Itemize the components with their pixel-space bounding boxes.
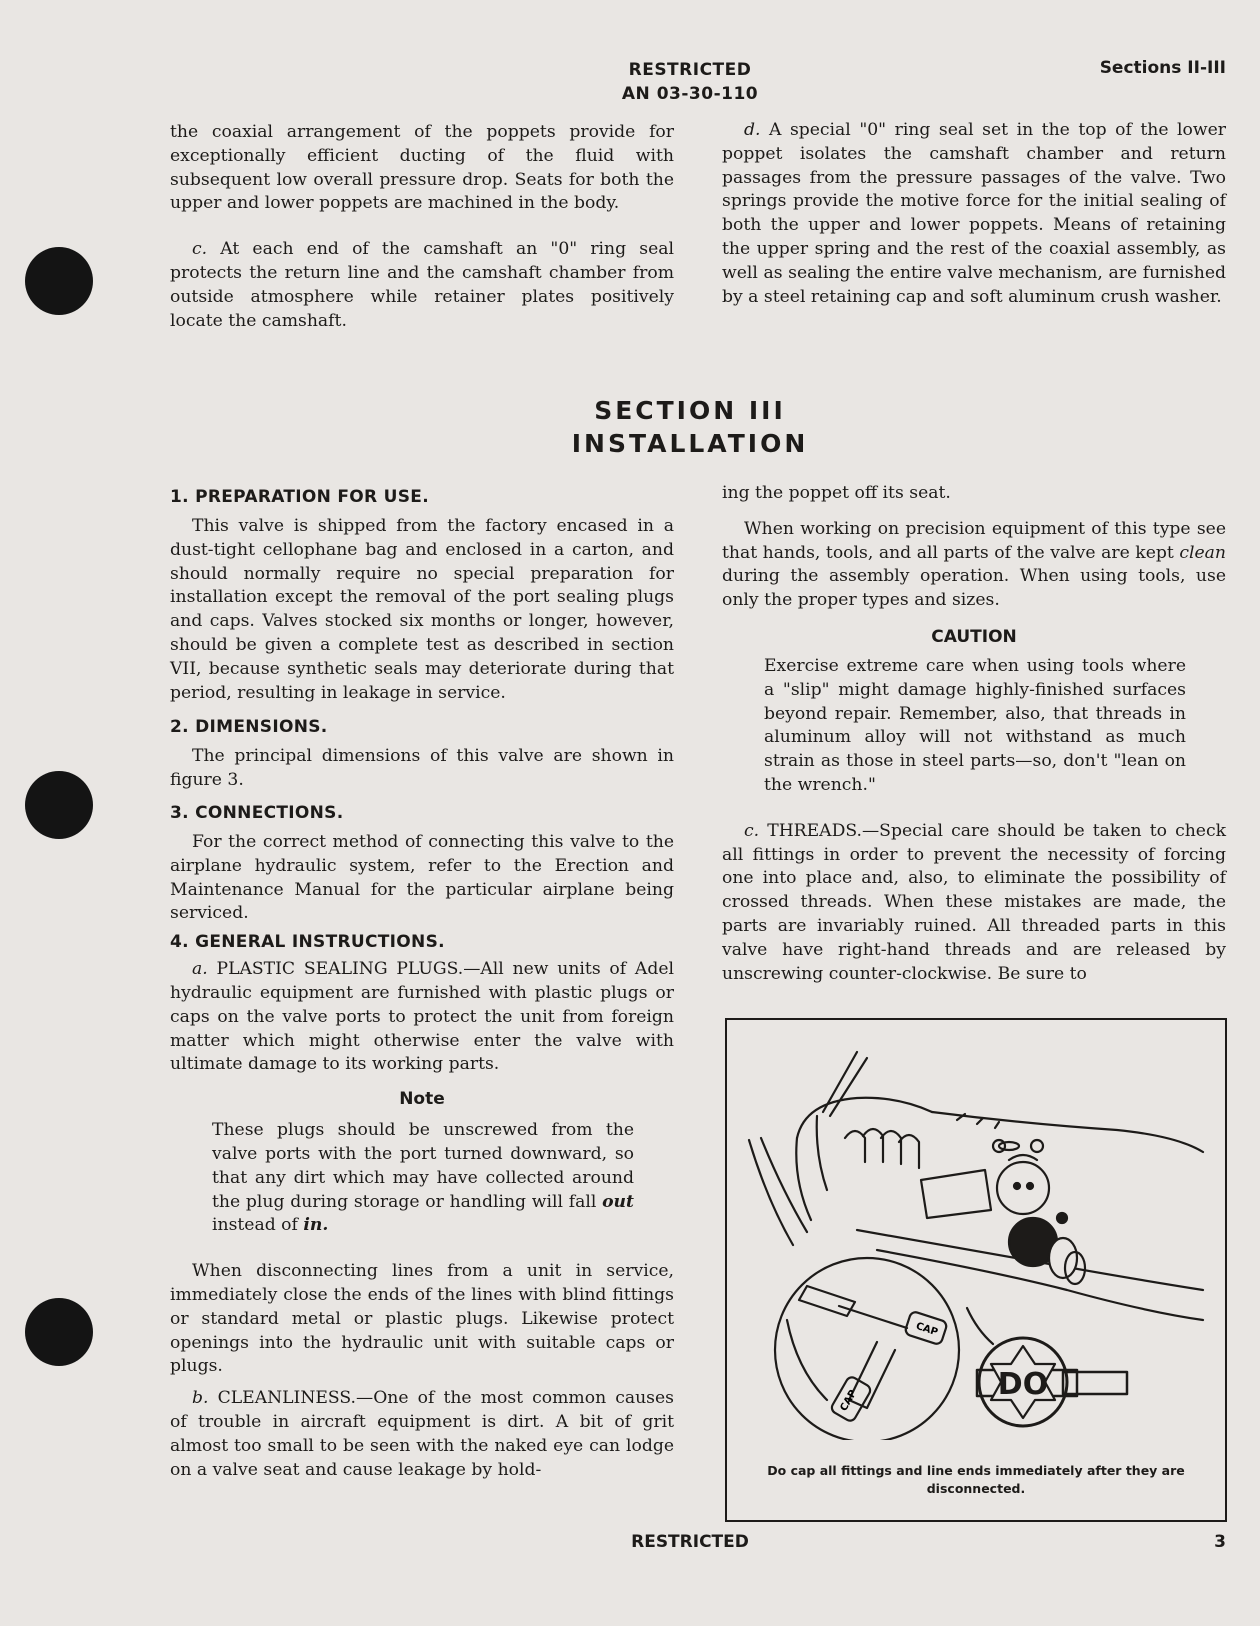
figure-caption: Do cap all fittings and line ends immediately after they are disconnected. bbox=[767, 1463, 1185, 1496]
item-letter: b. bbox=[192, 1388, 209, 1409]
paragraph: For the correct method of connecting this valve to the airplane hydraulic system, refer to the Erection and Maintenance Manual for the particular airplane being serviced. bbox=[170, 831, 674, 924]
paragraph: The principal dimensions of this valve are shown in figure 3. bbox=[170, 746, 674, 791]
note-text bbox=[170, 1119, 674, 1238]
paragraph: the coaxial arrangement of the poppets provide for exceptionally efficient ducting of the fluid with subsequent low overall pressure drop. Seats for both the upper and lower poppets are machined in the body. bbox=[170, 122, 674, 214]
paragraph-d bbox=[722, 119, 1226, 309]
item-letter: a. bbox=[192, 959, 208, 980]
item-letter: d. bbox=[744, 120, 761, 140]
paragraph: ing the poppet off its seat. bbox=[722, 483, 951, 503]
footer-classification: RESTRICTED bbox=[631, 1532, 749, 1552]
paragraph: When disconnecting lines from a unit in service, immediately close the ends of the lines with blind fittings or standard metal or plastic plugs. Likewise protect openings into the hydraulic unit with suitable caps or plugs. bbox=[170, 1261, 674, 1377]
section-number: SECTION III bbox=[594, 396, 786, 425]
paragraph-text: THREADS.—Special care should be taken to check all fittings in order to prevent the necessity of forcing one into place and, also, to eliminate the possibility of crossed threads. When these mistakes are made, the parts are invariably ruined. All threaded parts in this valve have right-hand threads and are released by unscrewing counter-clockwise. Be sure to bbox=[722, 820, 1226, 984]
paragraph-text: PLASTIC SEALING PLUGS.—All new units of Adel hydraulic equipment are furnished with plastic plugs or caps on the valve ports to protect the unit from foreign matter which might otherwise enter the valve with ultimate damage to its working parts. bbox=[170, 959, 674, 1075]
note-text-part: These plugs should be unscrewed from the valve ports with the port turned downward, so that any dirt which may have collected around the plug during storage or handling will fall bbox=[212, 1120, 634, 1212]
left-column bbox=[170, 487, 674, 1482]
do-badge-text: DO bbox=[997, 1367, 1049, 1402]
heading-connections: 3. CONNECTIONS. bbox=[170, 802, 344, 823]
binder-hole bbox=[25, 247, 93, 315]
paragraph-text: during the assembly operation. When using tools, use only the proper types and sizes. bbox=[722, 566, 1226, 611]
cap-label: CAP bbox=[914, 1320, 940, 1339]
emphasis: clean bbox=[1179, 542, 1226, 563]
note-text-part: instead of bbox=[212, 1215, 298, 1236]
cap-label: CAP bbox=[838, 1388, 860, 1414]
paragraph-text: CLEANLINESS.—One of the most common causes of trouble in aircraft equipment is dirt. A bit of grit almost too small to be seen with the naked eye can lodge on a valve seat and cause leakage by hold- bbox=[170, 1388, 674, 1480]
paragraph-text: A special "0" ring seal set in the top of the lower poppet isolates the camshaft chamber and return passages from the pressure passages of the valve. Two springs provide the motive force for the initial sealing of both the upper and lower poppets. Means of retaining the upper spring and the rest of the coaxial assembly, as well as sealing the entire valve mechanism, are furnished by a steel retaining cap and soft aluminum crush washer. bbox=[722, 120, 1226, 307]
item-letter: c. bbox=[744, 820, 760, 841]
cartoon-figure bbox=[725, 1018, 1227, 1522]
paragraph-a bbox=[170, 958, 674, 1077]
caution-text: Exercise extreme care when using tools where a "slip" might damage highly-finished surfaces beyond repair. Remember, also, that threads in aluminum alloy will not withstand as much strain as those in steel parts—so, don't "lean on the wrench." bbox=[764, 655, 1186, 795]
paragraph-c bbox=[170, 238, 674, 333]
paragraph: This valve is shipped from the factory encased in a dust-tight cellophane bag and enclosed in a carton, and should normally require no special preparation for installation except the removal of the port sealing plugs and caps. Valves stocked six months or longer, however, should be given a complete test as described in section VII, because synthetic seals may deteriorate during that period, resulting in leakage in service. bbox=[170, 516, 674, 703]
paragraph-text: When working on precision equipment of this type see that hands, tools, and all parts of the valve are kept bbox=[722, 518, 1226, 563]
paragraph-text: At each end of the camshaft an "0" ring seal protects the return line and the camshaft chamber from outside atmosphere while retainer plates positively locate the camshaft. bbox=[170, 239, 674, 331]
note-emphasis: out bbox=[602, 1191, 634, 1212]
binder-hole bbox=[25, 1298, 93, 1366]
header-doc-number: AN 03-30-110 bbox=[621, 84, 759, 104]
heading-dimensions: 2. DIMENSIONS. bbox=[170, 717, 328, 738]
page-number: 3 bbox=[1214, 1532, 1226, 1552]
header-classification: RESTRICTED bbox=[628, 60, 752, 80]
paragraph-c bbox=[722, 820, 1226, 987]
section-title: INSTALLATION bbox=[571, 429, 809, 458]
heading-preparation: 1. PREPARATION FOR USE. bbox=[170, 487, 429, 507]
cartoon-illustration bbox=[727, 1020, 1225, 1440]
right-column bbox=[722, 482, 1226, 986]
top-left-column bbox=[170, 121, 674, 333]
note-emphasis: in. bbox=[303, 1215, 329, 1236]
paragraph bbox=[722, 518, 1226, 613]
caution-heading: CAUTION bbox=[931, 626, 1017, 647]
binder-hole bbox=[25, 771, 93, 839]
note-heading: Note bbox=[399, 1089, 445, 1110]
heading-general-instructions: 4. GENERAL INSTRUCTIONS. bbox=[170, 932, 445, 953]
top-right-column bbox=[722, 119, 1226, 309]
header-sections: Sections II-III bbox=[1099, 58, 1226, 78]
item-letter: c. bbox=[192, 239, 208, 260]
paragraph-b bbox=[170, 1387, 674, 1482]
